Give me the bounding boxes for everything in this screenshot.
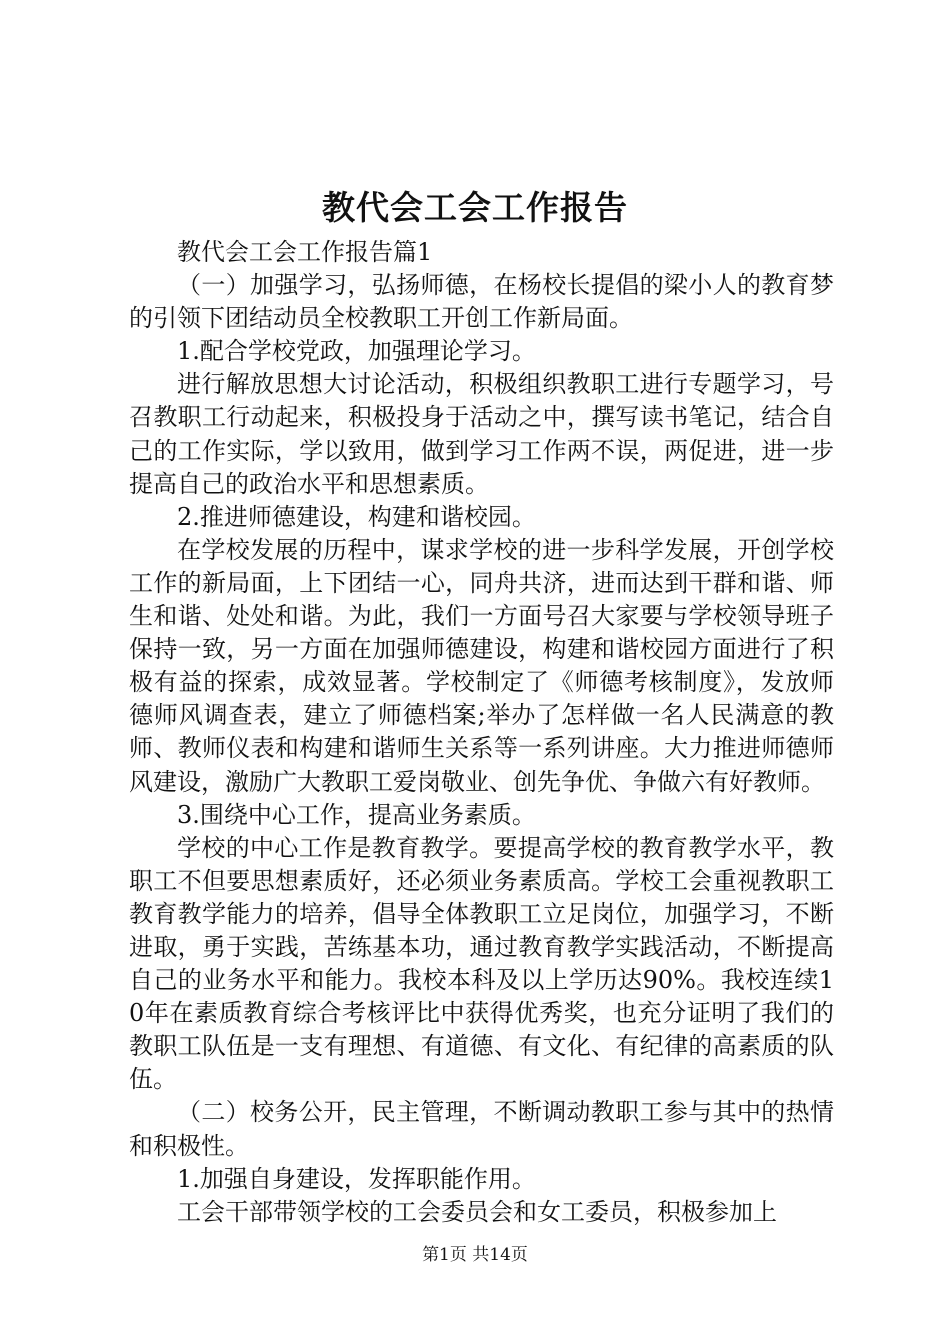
document-title: 教代会工会工作报告 (322, 188, 628, 227)
paragraph: （一）加强学习，弘扬师德，在杨校长提倡的梁小人的教育梦的引领下团结动员全校教职工开创工作新局面。 (129, 271, 834, 333)
paragraph: 工会干部带领学校的工会委员会和女工委员，积极参加上 (177, 1197, 777, 1226)
document-body (129, 236, 834, 1229)
subheading: 3.围绕中心工作，提高业务素质。 (177, 800, 536, 829)
paragraph: 学校的中心工作是教育教学。要提高学校的教育教学水平，教职工不但要思想素质好，还必须业务素质高。学校工会重视教职工教育教学能力的培养，倡导全体教职工立足岗位，加强学习，不断进取，勇于实践，苦练基本功，通过教育教学实践活动，不断提高自己的业务水平和能力。我校本科及以上学历达90%。我校连续10年在素质教育综合考核评比中获得优秀奖，也充分证明了我们的教职工队伍是一支有理想、有道德、有文化、有纪律的高素质的队伍。 (129, 833, 834, 1094)
subheading: 2.推进师德建设，构建和谐校园。 (177, 502, 536, 531)
paragraph: （二）校务公开，民主管理，不断调动教职工参与其中的热情和积极性。 (129, 1098, 834, 1160)
subheading: 1.加强自身建设，发挥职能作用。 (177, 1164, 536, 1193)
section-heading: 教代会工会工作报告篇1 (177, 238, 433, 266)
paragraph: 在学校发展的历程中，谋求学校的进一步科学发展，开创学校工作的新局面，上下团结一心，同舟共济，进而达到干群和谐、师生和谐、处处和谐。为此，我们一方面号召大家要与学校领导班子保持一致，另一方面在加强师德建设，构建和谐校园方面进行了积极有益的探索，成效显著。学校制定了《师德考核制度》，发放师德师风调查表，建立了师德档案;举办了怎样做一名人民满意的教师、教师仪表和构建和谐师生关系等一系列讲座。大力推进师德师风建设，激励广大教职工爱岗敬业、创先争优、争做六有好教师。 (129, 535, 834, 796)
subheading: 1.配合学校党政，加强理论学习。 (177, 337, 536, 366)
paragraph: 进行解放思想大讨论活动，积极组织教职工进行专题学习，号召教职工行动起来，积极投身于活动之中，撰写读书笔记，结合自己的工作实际，学以致用，做到学习工作两不误，两促进，进一步提高自己的政治水平和思想素质。 (129, 370, 834, 498)
page-footer: 第1页 共14页 (422, 1245, 528, 1265)
